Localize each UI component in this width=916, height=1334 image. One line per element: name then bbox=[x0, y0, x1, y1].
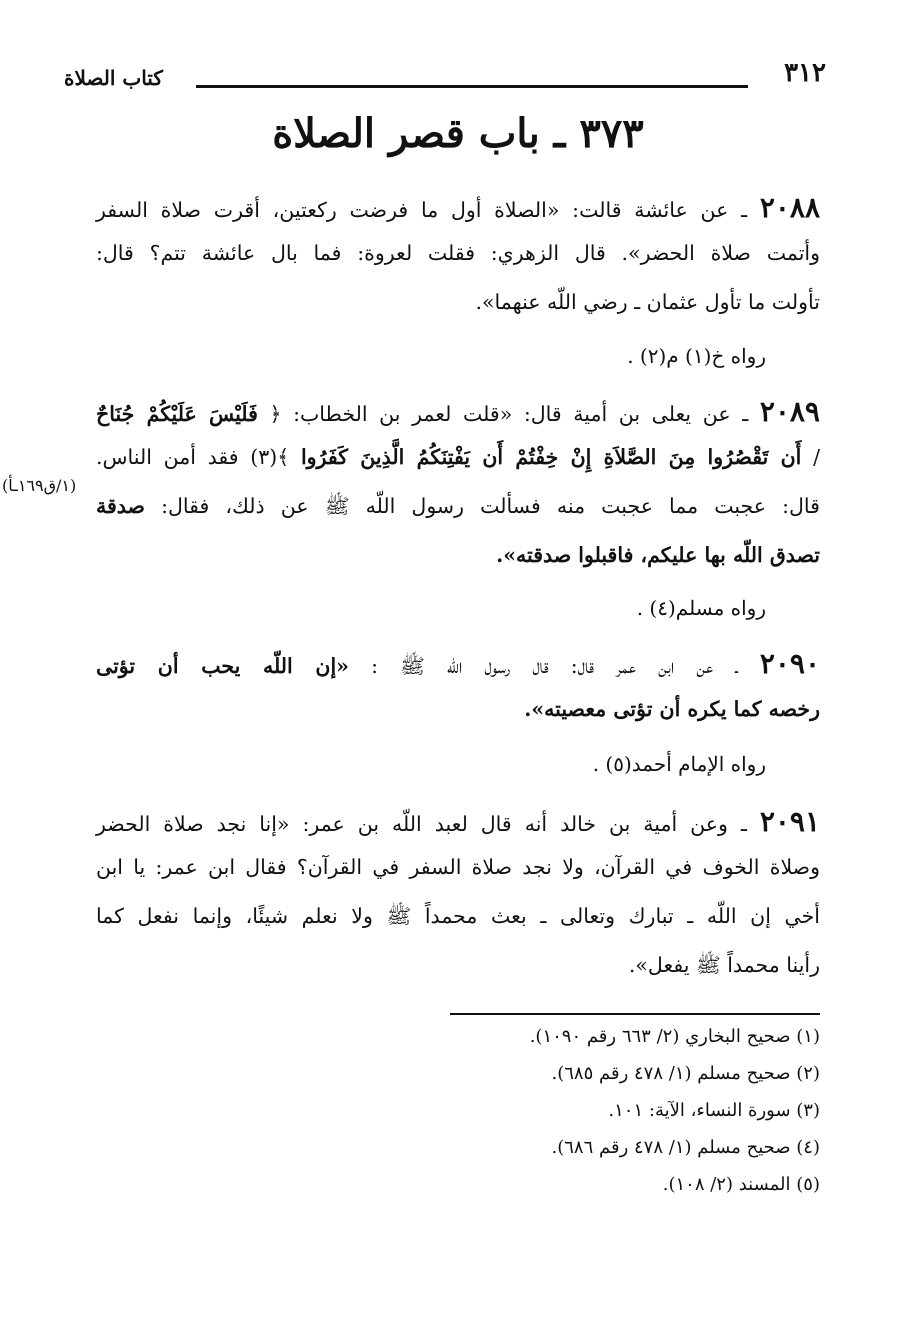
hadith-line bbox=[96, 699, 820, 748]
hadith-text: وصلاة الخوف في القرآن، ولا نجد صلاة السفر في القرآن؟ فقال ابن عمر: يا ابن bbox=[96, 855, 820, 879]
hadith-line bbox=[96, 496, 820, 545]
hadith-line bbox=[96, 395, 820, 447]
hadith-bold-text: صدقة bbox=[96, 494, 145, 518]
hadith-number: ٢٠٨٨ bbox=[759, 191, 820, 224]
hadith-number: ٢٠٨٩ bbox=[759, 395, 820, 428]
quran-verse: فَلَيْسَ عَلَيْكُمْ جُنَاحٌ bbox=[96, 402, 258, 426]
header-rule bbox=[196, 85, 748, 88]
footnote: (٥) المسند (٢/ ١٠٨). bbox=[662, 1174, 820, 1195]
hadith-line bbox=[96, 805, 820, 857]
hadith-line bbox=[96, 545, 820, 594]
hadith-text: ـ وعن أمية بن خالد أنه قال لعبد اللّه بن عمر: «إنا نجد صلاة الحضر bbox=[96, 812, 747, 836]
book-title: كتاب الصلاة bbox=[64, 66, 163, 90]
hadith-2090 bbox=[96, 647, 820, 748]
hadith-text: ـ عن ابن عمر قال: قال رسول اللّه ﷺ : bbox=[371, 654, 738, 678]
footnote: (١) صحيح البخاري (٢/ ٦٦٣ رقم ١٠٩٠). bbox=[529, 1026, 820, 1047]
hadith-line bbox=[96, 955, 820, 1004]
hadith-text: وأتمت صلاة الحضر». قال الزهري: فقلت لعروة: فما بال عائشة تتم؟ قال: bbox=[96, 241, 820, 265]
hadith-source: رواه الإمام أحمد(٥) . bbox=[592, 752, 766, 776]
hadith-source: رواه خ(١) م(٢) . bbox=[627, 344, 766, 368]
quran-verse: أَن تَقْصُرُوا مِنَ الصَّلاَةِ إِنْ خِفْتُمْ أَن يَفْتِنَكُمُ الَّذِينَ كَفَرُوا bbox=[300, 445, 802, 469]
hadith-text: أخي إن اللّه ـ تبارك وتعالى ـ بعث محمداً ﷺ ولا نعلم شيئًا، وإنما نفعل كما bbox=[96, 904, 820, 928]
hadith-text: ـ عن يعلى بن أمية قال: «قلت لعمر بن الخطاب: ﴿ bbox=[269, 402, 749, 426]
hadith-text: ﴾(٣) فقد أمن الناس. bbox=[96, 445, 290, 469]
footnote: (٢) صحيح مسلم (١/ ٤٧٨ رقم ٦٨٥). bbox=[551, 1063, 820, 1084]
manuscript-reference: (١/ق١٦٩ـأ) bbox=[2, 476, 77, 495]
hadith-number: ٢٠٩١ bbox=[759, 805, 820, 838]
hadith-line bbox=[96, 243, 820, 292]
hadith-line bbox=[96, 906, 820, 955]
chapter-title: ٣٧٣ ـ باب قصر الصلاة bbox=[272, 110, 644, 157]
hadith-bold-text: رخصه كما يكره أن تؤتى معصيته». bbox=[524, 697, 820, 721]
footnote: (٣) سورة النساء، الآية: ١٠١. bbox=[608, 1100, 820, 1121]
hadith-line bbox=[96, 292, 820, 341]
hadith-bold-text: «إن اللّه يحب أن تؤتى bbox=[96, 654, 349, 678]
hadith-line bbox=[96, 647, 820, 699]
hadith-text: تأولت ما تأول عثمان ـ رضي اللّه عنهما». bbox=[475, 290, 820, 314]
hadith-line bbox=[96, 447, 820, 496]
hadith-line bbox=[96, 191, 820, 243]
hadith-line bbox=[96, 857, 820, 906]
hadith-text: قال: عجبت مما عجبت منه فسألت رسول اللّه ﷺ عن ذلك، فقال: bbox=[161, 494, 820, 518]
footnotes bbox=[96, 1026, 820, 1211]
hadith-2091 bbox=[96, 805, 820, 1004]
running-header bbox=[64, 58, 826, 98]
hadith-source: رواه مسلم(٤) . bbox=[636, 596, 766, 620]
hadith-2088 bbox=[96, 191, 820, 341]
footnote: (٤) صحيح مسلم (١/ ٤٧٨ رقم ٦٨٦). bbox=[551, 1137, 820, 1158]
footnote-separator bbox=[450, 1013, 820, 1015]
hadith-2089 bbox=[96, 395, 820, 594]
page-break-slash: / bbox=[813, 445, 820, 469]
hadith-text: رأينا محمداً ﷺ يفعل». bbox=[628, 953, 820, 977]
hadith-text: ـ عن عائشة قالت: «الصلاة أول ما فرضت ركعتين، أقرت صلاة السفر bbox=[96, 198, 748, 222]
hadith-bold-text: تصدق اللّه بها عليكم، فاقبلوا صدقته». bbox=[496, 543, 820, 567]
hadith-number: ٢٠٩٠ bbox=[759, 647, 820, 680]
page-number: ٣١٢ bbox=[784, 58, 826, 88]
